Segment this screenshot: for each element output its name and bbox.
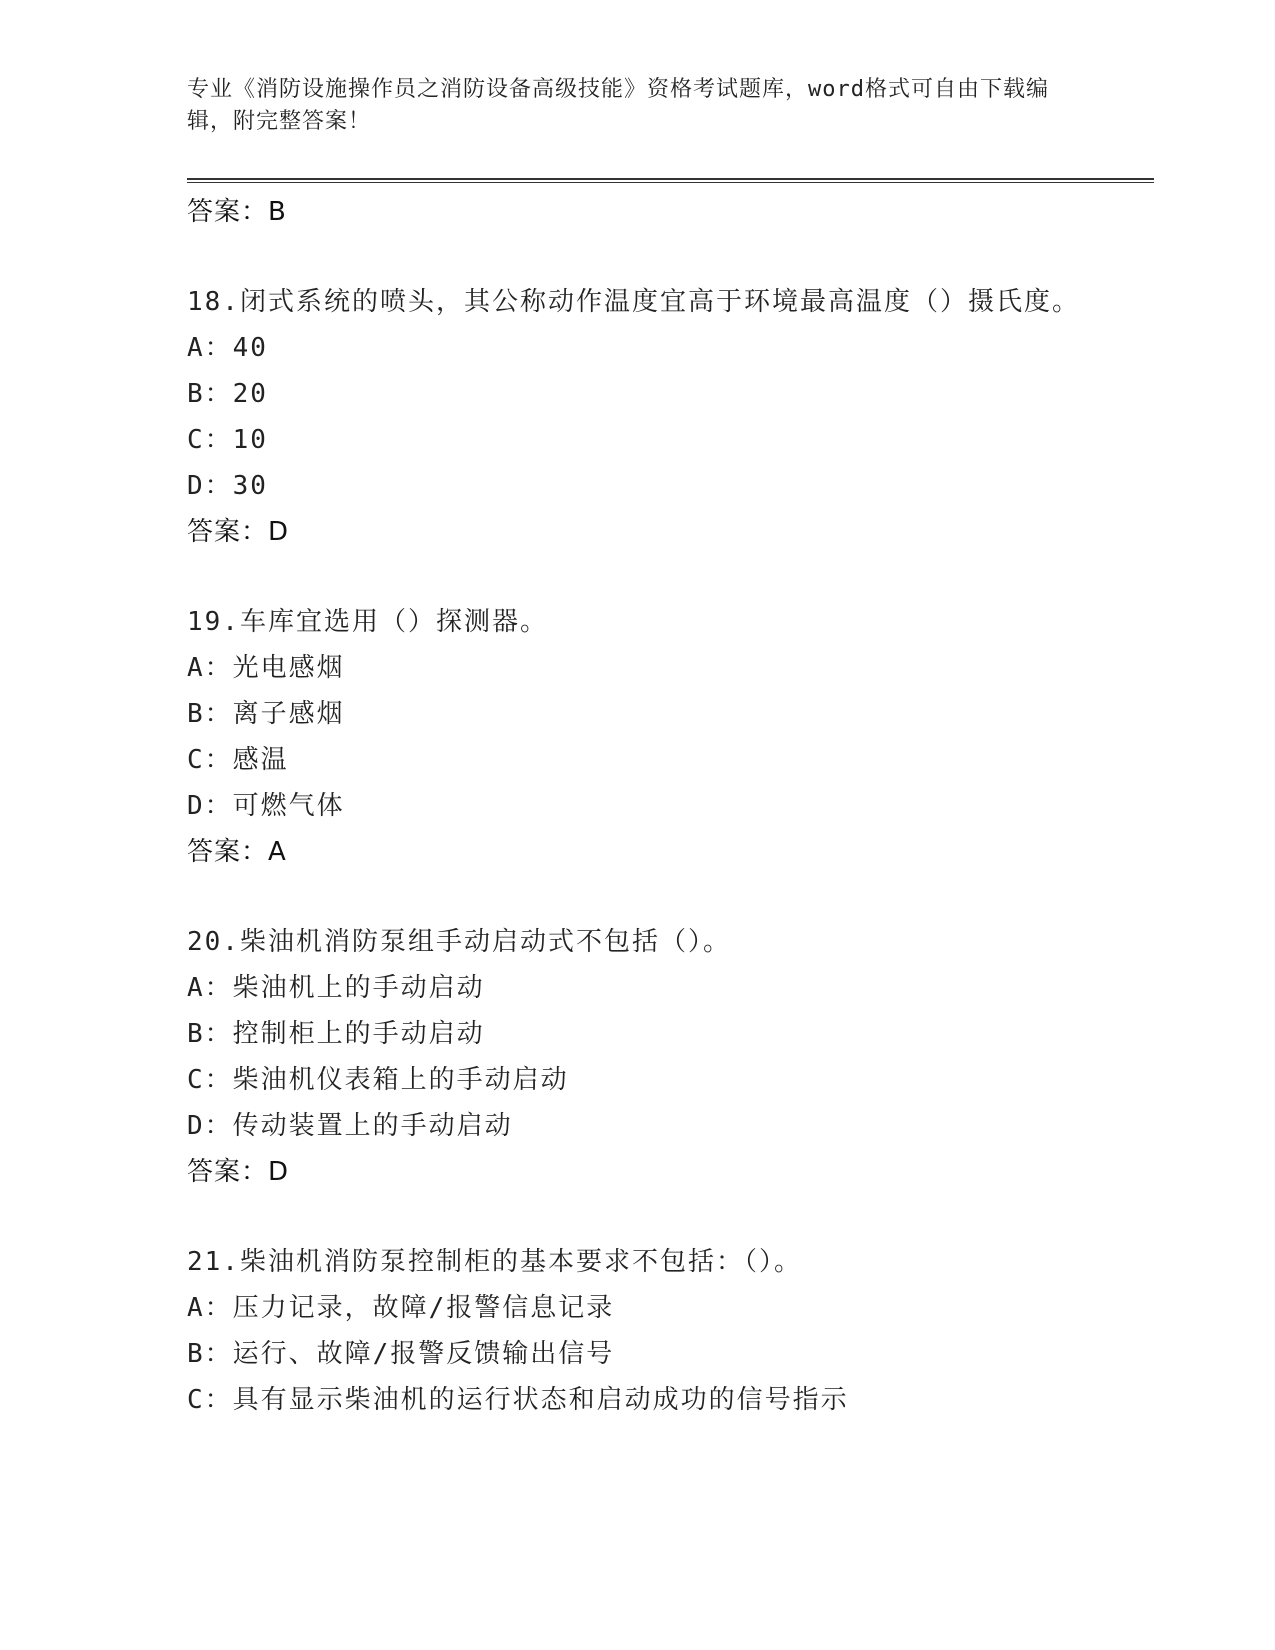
answer-line: 答案：B [187, 197, 287, 227]
option-c: C：具有显示柴油机的运行状态和启动成功的信号指示 [187, 1385, 849, 1415]
question-text: 21.柴油机消防泵控制柜的基本要求不包括：（）。 [187, 1247, 802, 1277]
option-b: B：离子感烟 [187, 699, 345, 729]
option-d: D：30 [187, 471, 268, 501]
option-c: C：柴油机仪表箱上的手动启动 [187, 1065, 569, 1095]
page-header-text: 专业《消防设施操作员之消防设备高级技能》资格考试题库，word格式可自由下载编辑，附完整答案！ [187, 77, 1049, 134]
answer-line: 答案：D [187, 517, 290, 547]
option-b: B：运行、故障/报警反馈输出信号 [187, 1339, 615, 1369]
answer-line: 答案：D [187, 1157, 290, 1187]
question-text: 20.柴油机消防泵组手动启动式不包括（）。 [187, 927, 731, 957]
option-a: A：40 [187, 333, 268, 363]
answer-line: 答案：A [187, 837, 287, 867]
question-list [187, 189, 1147, 1423]
option-a: A：光电感烟 [187, 653, 345, 683]
question-text: 18.闭式系统的喷头，其公称动作温度宜高于环境最高温度（）摄氏度。 [187, 287, 1080, 317]
option-a: A：压力记录，故障/报警信息记录 [187, 1293, 615, 1323]
option-c: C：10 [187, 425, 268, 455]
option-b: B：20 [187, 379, 268, 409]
question-item [187, 1239, 1147, 1423]
question-item [187, 279, 1147, 555]
question-item [187, 599, 1147, 875]
option-b: B：控制柜上的手动启动 [187, 1019, 485, 1049]
option-d: D：传动装置上的手动启动 [187, 1111, 513, 1141]
question-text: 19.车库宜选用（）探测器。 [187, 607, 548, 637]
header-divider [187, 178, 1154, 183]
question-item [187, 919, 1147, 1195]
option-d: D：可燃气体 [187, 791, 345, 821]
option-c: C：感温 [187, 745, 289, 775]
option-a: A：柴油机上的手动启动 [187, 973, 485, 1003]
